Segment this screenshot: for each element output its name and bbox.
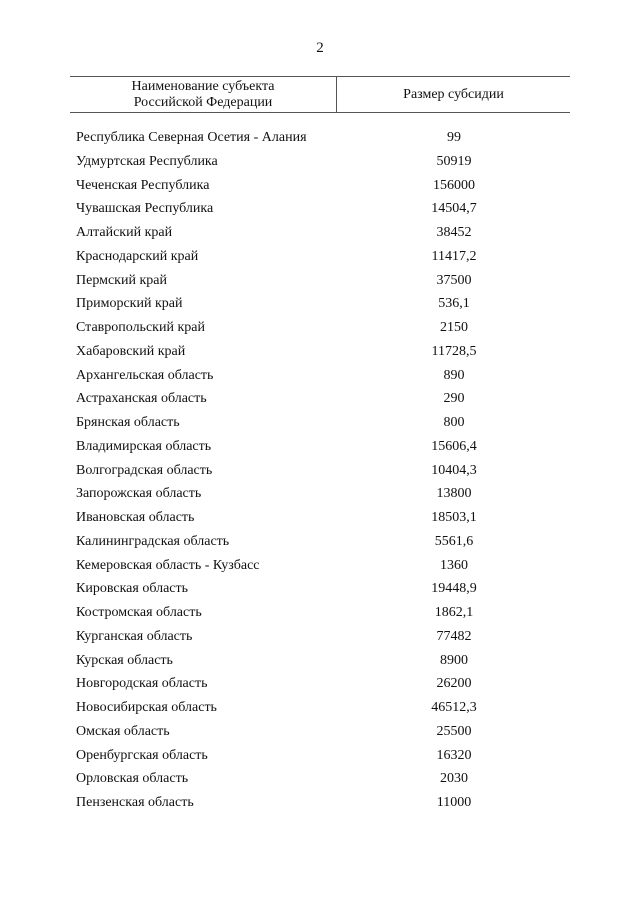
table-row (0, 128, 640, 152)
table-row (0, 389, 640, 413)
subject-name: Ивановская область (76, 510, 195, 525)
subject-name: Хабаровский край (76, 343, 186, 359)
subject-name: Пермский край (76, 272, 167, 288)
table-row (0, 674, 640, 698)
subsidy-value: 16320 (436, 747, 472, 763)
subject-name: Чувашская Республика (76, 201, 214, 217)
subsidy-value: 19448,9 (431, 581, 477, 597)
subsidy-value: 890 (443, 367, 465, 383)
table-header (70, 76, 570, 113)
subsidy-value: 37500 (436, 272, 472, 288)
subject-name: Оренбургская область (76, 747, 208, 763)
table-row (0, 199, 640, 223)
subsidy-value: 11728,5 (431, 343, 477, 359)
subsidy-value: 2150 (440, 320, 468, 335)
table-row (0, 722, 640, 746)
table-row (0, 579, 640, 603)
subsidy-value: 1862,1 (434, 605, 474, 620)
subsidy-value: 25500 (436, 723, 472, 739)
subsidy-value: 38452 (436, 225, 472, 240)
subsidy-value: 77482 (436, 628, 472, 644)
table-row (0, 461, 640, 485)
subsidy-value: 14504,7 (431, 201, 477, 217)
subsidy-value: 536,1 (438, 296, 470, 312)
table-row (0, 318, 640, 342)
table-row (0, 437, 640, 461)
table-row (0, 176, 640, 200)
subsidy-value: 156000 (433, 177, 475, 193)
subject-name: Брянская область (76, 415, 180, 430)
subsidy-value: 50919 (436, 153, 472, 169)
subject-name: Костромская область (76, 605, 202, 620)
subject-name: Калининградская область (76, 533, 230, 549)
page-number: 2 (316, 40, 324, 56)
subject-name: Ставропольский край (76, 320, 205, 335)
table-row (0, 342, 640, 366)
table-row (0, 294, 640, 318)
table-row (0, 223, 640, 247)
table-row (0, 271, 640, 295)
table-row (0, 769, 640, 793)
subject-name: Алтайский край (76, 225, 173, 240)
subsidy-value: 8900 (440, 652, 468, 668)
subject-name: Орловская область (76, 771, 189, 787)
subject-name: Астраханская область (76, 391, 207, 407)
table-row (0, 532, 640, 556)
subsidy-value: 1360 (440, 557, 468, 573)
subsidy-value: 5561,6 (434, 533, 474, 549)
table-row (0, 627, 640, 651)
subject-name: Кировская область (76, 581, 189, 597)
subsidy-value: 11417,2 (431, 248, 477, 264)
table-row (0, 793, 640, 817)
subject-name: Удмуртская Республика (76, 153, 218, 169)
subject-name: Новосибирская область (76, 700, 217, 715)
subject-name: Владимирская область (76, 438, 212, 454)
subsidy-value: 26200 (436, 676, 472, 692)
table-row (0, 247, 640, 271)
subsidy-value: 99 (447, 130, 461, 145)
subject-name: Республика Северная Осетия - Алания (76, 130, 307, 145)
header-subject-column (70, 77, 337, 112)
subject-name: Чеченская Республика (76, 177, 210, 193)
header-subsidy-column: Размер субсидии (403, 86, 504, 102)
subject-name: Волгоградская область (76, 462, 213, 478)
subsidy-value: 2030 (440, 771, 468, 787)
subject-name: Курганская область (76, 628, 193, 644)
table-row (0, 366, 640, 390)
table-body (0, 128, 640, 817)
subject-name: Краснодарский край (76, 248, 199, 264)
header-subject-line1: Наименование субъекта (131, 78, 275, 94)
subject-name: Новгородская область (76, 676, 208, 692)
subsidy-value: 290 (443, 391, 465, 407)
header-subject-line2: Российской Федерации (133, 94, 273, 110)
table-row (0, 484, 640, 508)
table-row (0, 698, 640, 722)
subject-name: Приморский край (76, 296, 183, 312)
table-row (0, 413, 640, 437)
subsidy-value: 11000 (436, 795, 472, 810)
subsidy-value: 46512,3 (431, 700, 477, 715)
subsidy-value: 10404,3 (431, 462, 477, 478)
table-row (0, 152, 640, 176)
table-row (0, 651, 640, 675)
subsidy-value: 800 (443, 415, 465, 430)
table-row (0, 603, 640, 627)
subject-name: Омская область (76, 723, 170, 739)
subject-name: Курская область (76, 652, 173, 668)
subsidy-value: 18503,1 (431, 510, 477, 525)
subject-name: Кемеровская область - Кузбасс (76, 557, 260, 573)
subsidy-value: 15606,4 (431, 438, 477, 454)
table-row (0, 556, 640, 580)
subsidy-value: 13800 (436, 486, 472, 502)
table-row (0, 508, 640, 532)
subject-name: Архангельская область (76, 367, 214, 383)
table-row (0, 746, 640, 770)
subject-name: Запорожская область (76, 486, 202, 502)
subject-name: Пензенская область (76, 795, 194, 810)
